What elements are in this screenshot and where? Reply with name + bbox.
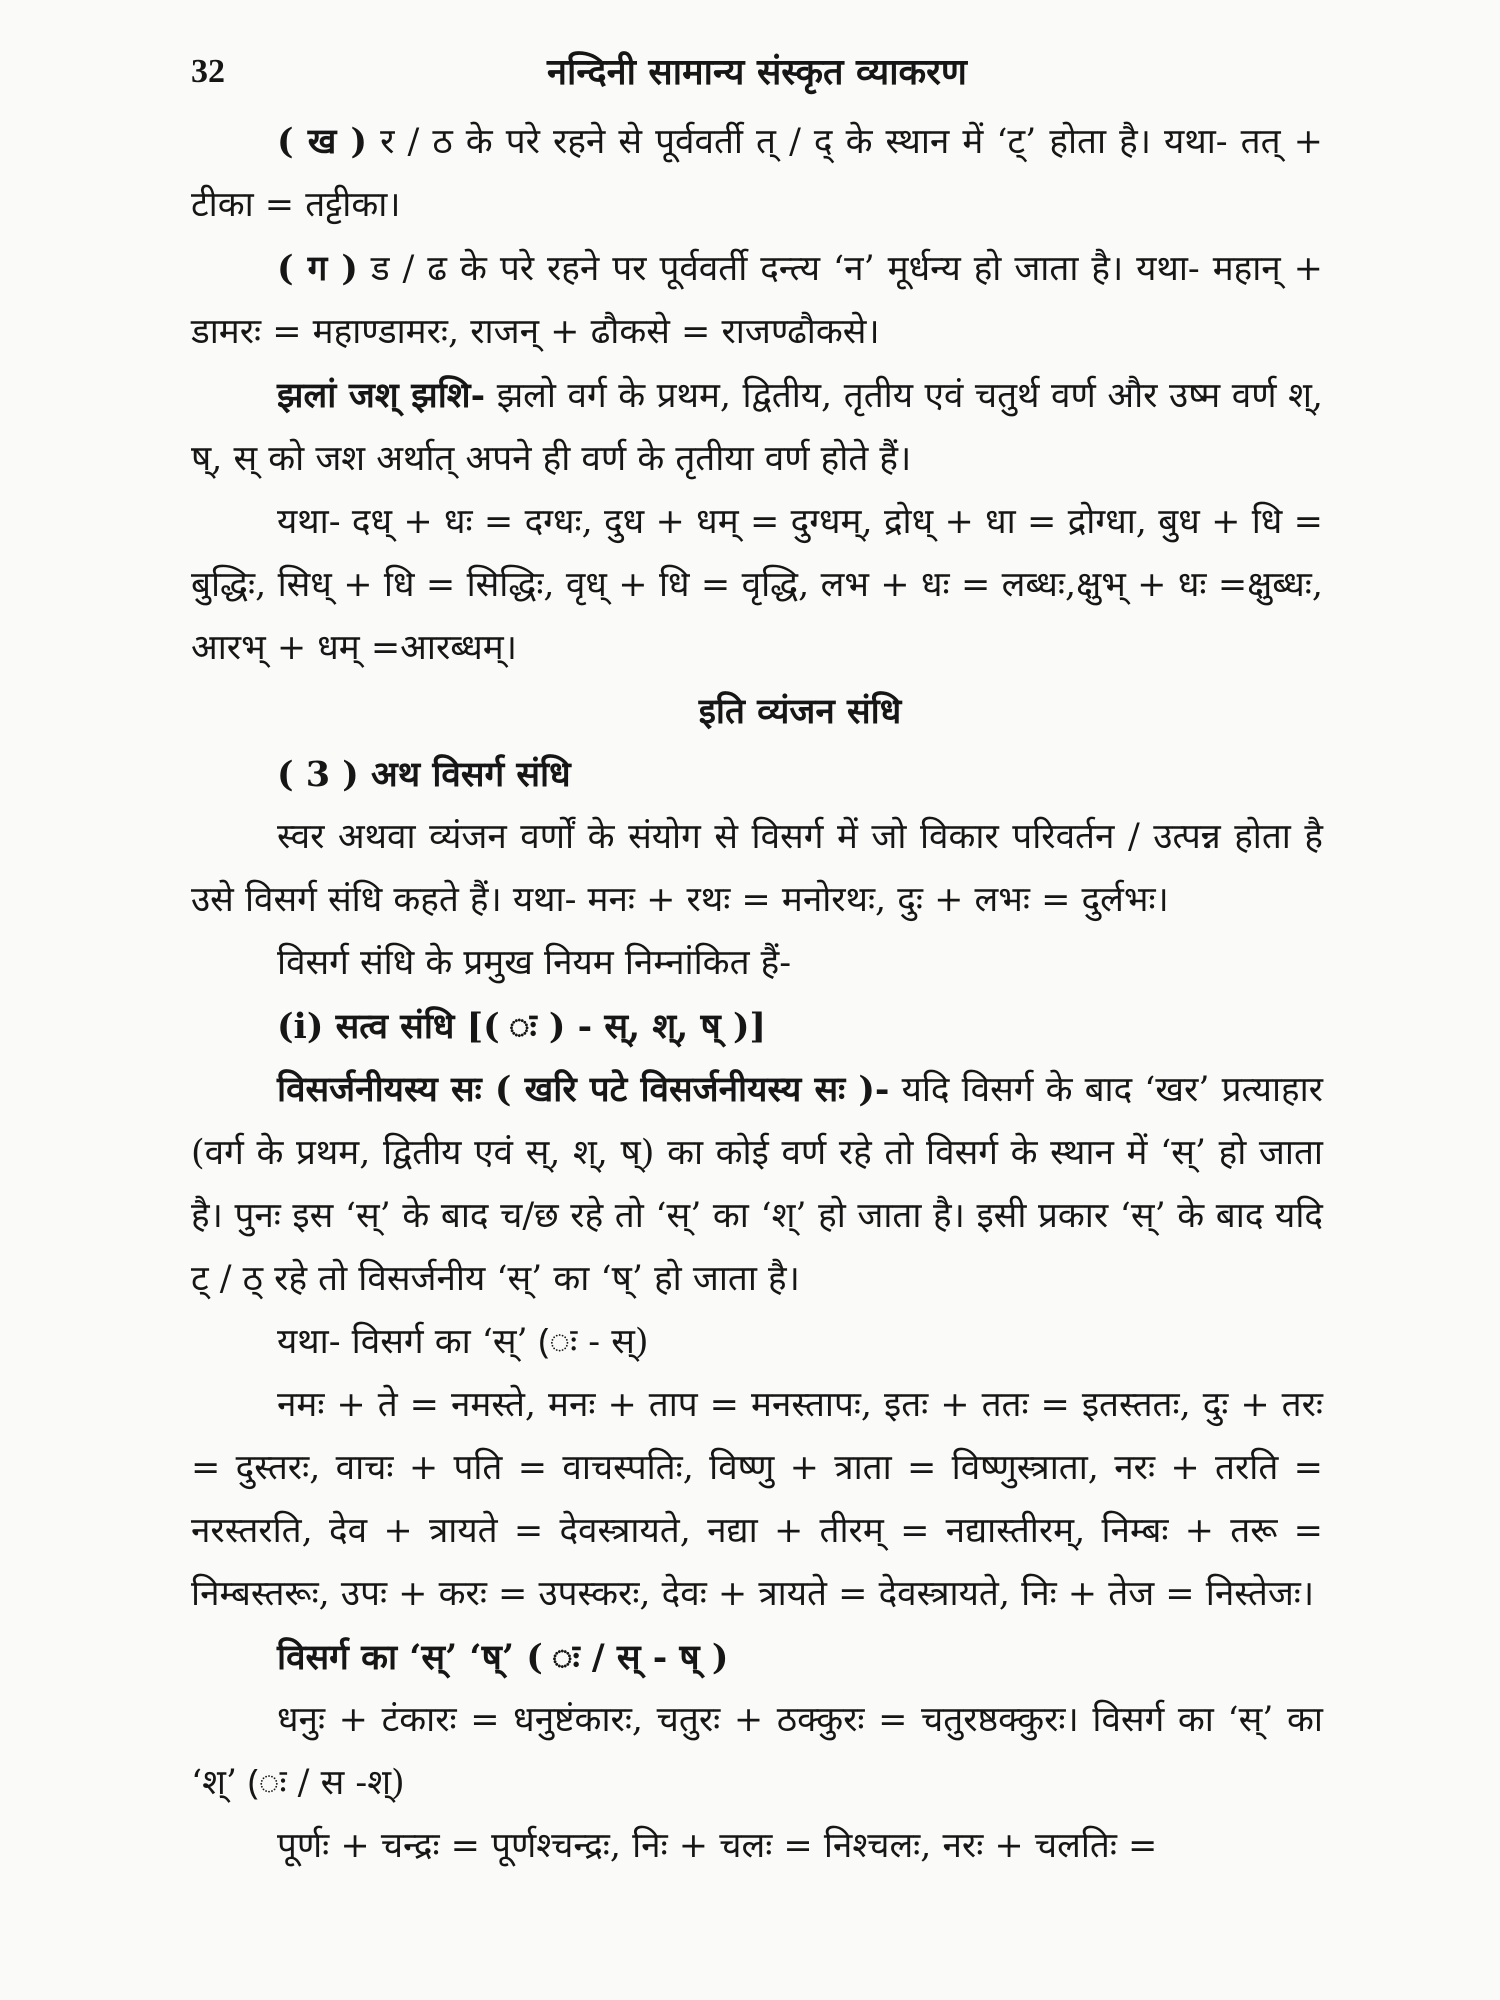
talavya-examples-text: पूर्णः + चन्द्रः = पूर्णश्चन्द्रः, निः + चलः = निश्चलः, नरः + चलतिः = — [277, 1826, 1158, 1866]
satva-sutra-title: विसर्जनीयस्य सः ( खरि पटे विसर्जनीयस्य सः )- — [277, 1069, 890, 1110]
rule-ga-text: ड / ढ के परे रहने पर पूर्ववर्ती दन्त्य ‘न’ मूर्धन्य हो जाता है। यथा- महान् + डामरः = महाण्डामरः, राजन् + ढौकसे = राजण्ढौकसे। — [191, 249, 1323, 352]
page-number: 32 — [191, 53, 225, 90]
rule-kha-paragraph — [191, 110, 1323, 237]
rule-kha-text: र / ठ के परे रहने से पूर्ववर्ती त् / द् के स्थान में ‘ट्’ होता है। यथा- तत् + टीका = तट्टीका। — [191, 122, 1323, 225]
satva-sutra-text: यदि विसर्ग के बाद ‘खर’ प्रत्याहार (वर्ग के प्रथम, द्वितीय एवं स्, श्, ष्) का कोई वर्ण रहे तो विसर्ग के स्थान में ‘स्’ हो जाता है। पुनः इस ‘स्’ के बाद च/छ रहे तो ‘स्’ का ‘श्’ हो जाता है। इसी प्रकार ‘स्’ के बाद यदि ट् / ठ् रहे तो विसर्जनीय ‘स्’ का ‘ष्’ हो जाता है। — [191, 1070, 1323, 1299]
murdhanya-examples-paragraph — [191, 1689, 1323, 1815]
sa-examples-text: नमः + ते = नमस्ते, मनः + ताप = मनस्तापः, इतः + ततः = इतस्ततः, दुः + तरः = दुस्तरः, वाचः + पति = वाचस्पतिः, विष्णु + त्राता = विष्णुस्त्राता, नरः + तरति = नरस्तरति, देव + त्रायते = देवस्त्रायते, नद्या + तीरम् = नद्यास्तीरम्, निम्बः + तरू = निम्बस्तरूः, उपः + करः = उपस्करः, देवः + त्रायते = देवस्त्रायते, निः + तेज = निस्तेजः। — [191, 1385, 1323, 1614]
jhalam-examples-text: यथा- दध् + धः = दग्धः, दुध + धम् = दुग्धम्, द्रोध् + धा = द्रोग्धा, बुध + धि = बुद्धिः, सिध् + धि = सिद्धिः, वृध् + धि = वृद्धि, लभ + धः = लब्धः,क्षुभ् + धः =क्षुब्धः, आरभ् + धम् =आरब्धम्। — [191, 502, 1323, 668]
rule-kha-marker: ( ख ) — [277, 121, 368, 162]
rule-ga-marker: ( ग ) — [277, 248, 358, 289]
jhalam-jash-text: झलो वर्ग के प्रथम, द्वितीय, तृतीय एवं चतुर्थ वर्ण और उष्म वर्ण श्, ष्, स् को जश अर्थात् अपने ही वर्ण के तृतीया वर्ण होते हैं। — [191, 376, 1324, 479]
rule-ga-paragraph — [191, 237, 1323, 364]
murdhanya-heading: विसर्ग का ‘स्’ ‘ष्’ ( ः / स् - ष् ) — [277, 1637, 729, 1678]
talavya-examples-paragraph — [191, 1815, 1323, 1878]
visarga-sandhi-heading: ( 3 ) अथ विसर्ग संधि — [277, 754, 571, 795]
visarga-rules-intro: विसर्ग संधि के प्रमुख नियम निम्नांकित हैं- — [277, 943, 792, 983]
visarga-definition-paragraph — [191, 806, 1323, 932]
jhalam-jash-paragraph — [191, 364, 1323, 491]
vyanjan-sandhi-closing: इति व्यंजन संधि — [698, 691, 902, 732]
sa-examples-paragraph — [191, 1374, 1323, 1626]
page-header — [191, 40, 1323, 104]
running-title: नन्दिनी सामान्य संस्कृत व्याकरण — [547, 51, 967, 93]
satva-sandhi-heading: (i) सत्व संधि [( ः ) - स्, श्, ष् )] — [277, 1006, 767, 1047]
sa-examples-label: यथा- विसर्ग का ‘स्’ (ः - स्) — [277, 1322, 649, 1362]
satva-sutra-paragraph — [191, 1058, 1323, 1311]
murdhanya-examples-text: धनुः + टंकारः = धनुष्टंकारः, चतुरः + ठक्कुरः = चतुरष्ठक्कुरः। विसर्ग का ‘स्’ का ‘श्’ (ः / स -श्) — [191, 1700, 1323, 1803]
page-body — [191, 110, 1323, 1878]
visarga-definition-text: स्वर अथवा व्यंजन वर्णों के संयोग से विसर्ग में जो विकार परिवर्तन / उत्पन्न होता है उसे विसर्ग संधि कहते हैं। यथा- मनः + रथः = मनोरथः, दुः + लभः = दुर्लभः। — [191, 817, 1323, 920]
jhalam-examples-paragraph — [191, 491, 1323, 680]
jhalam-jash-sutra: झलां जश् झशि- — [277, 375, 486, 416]
